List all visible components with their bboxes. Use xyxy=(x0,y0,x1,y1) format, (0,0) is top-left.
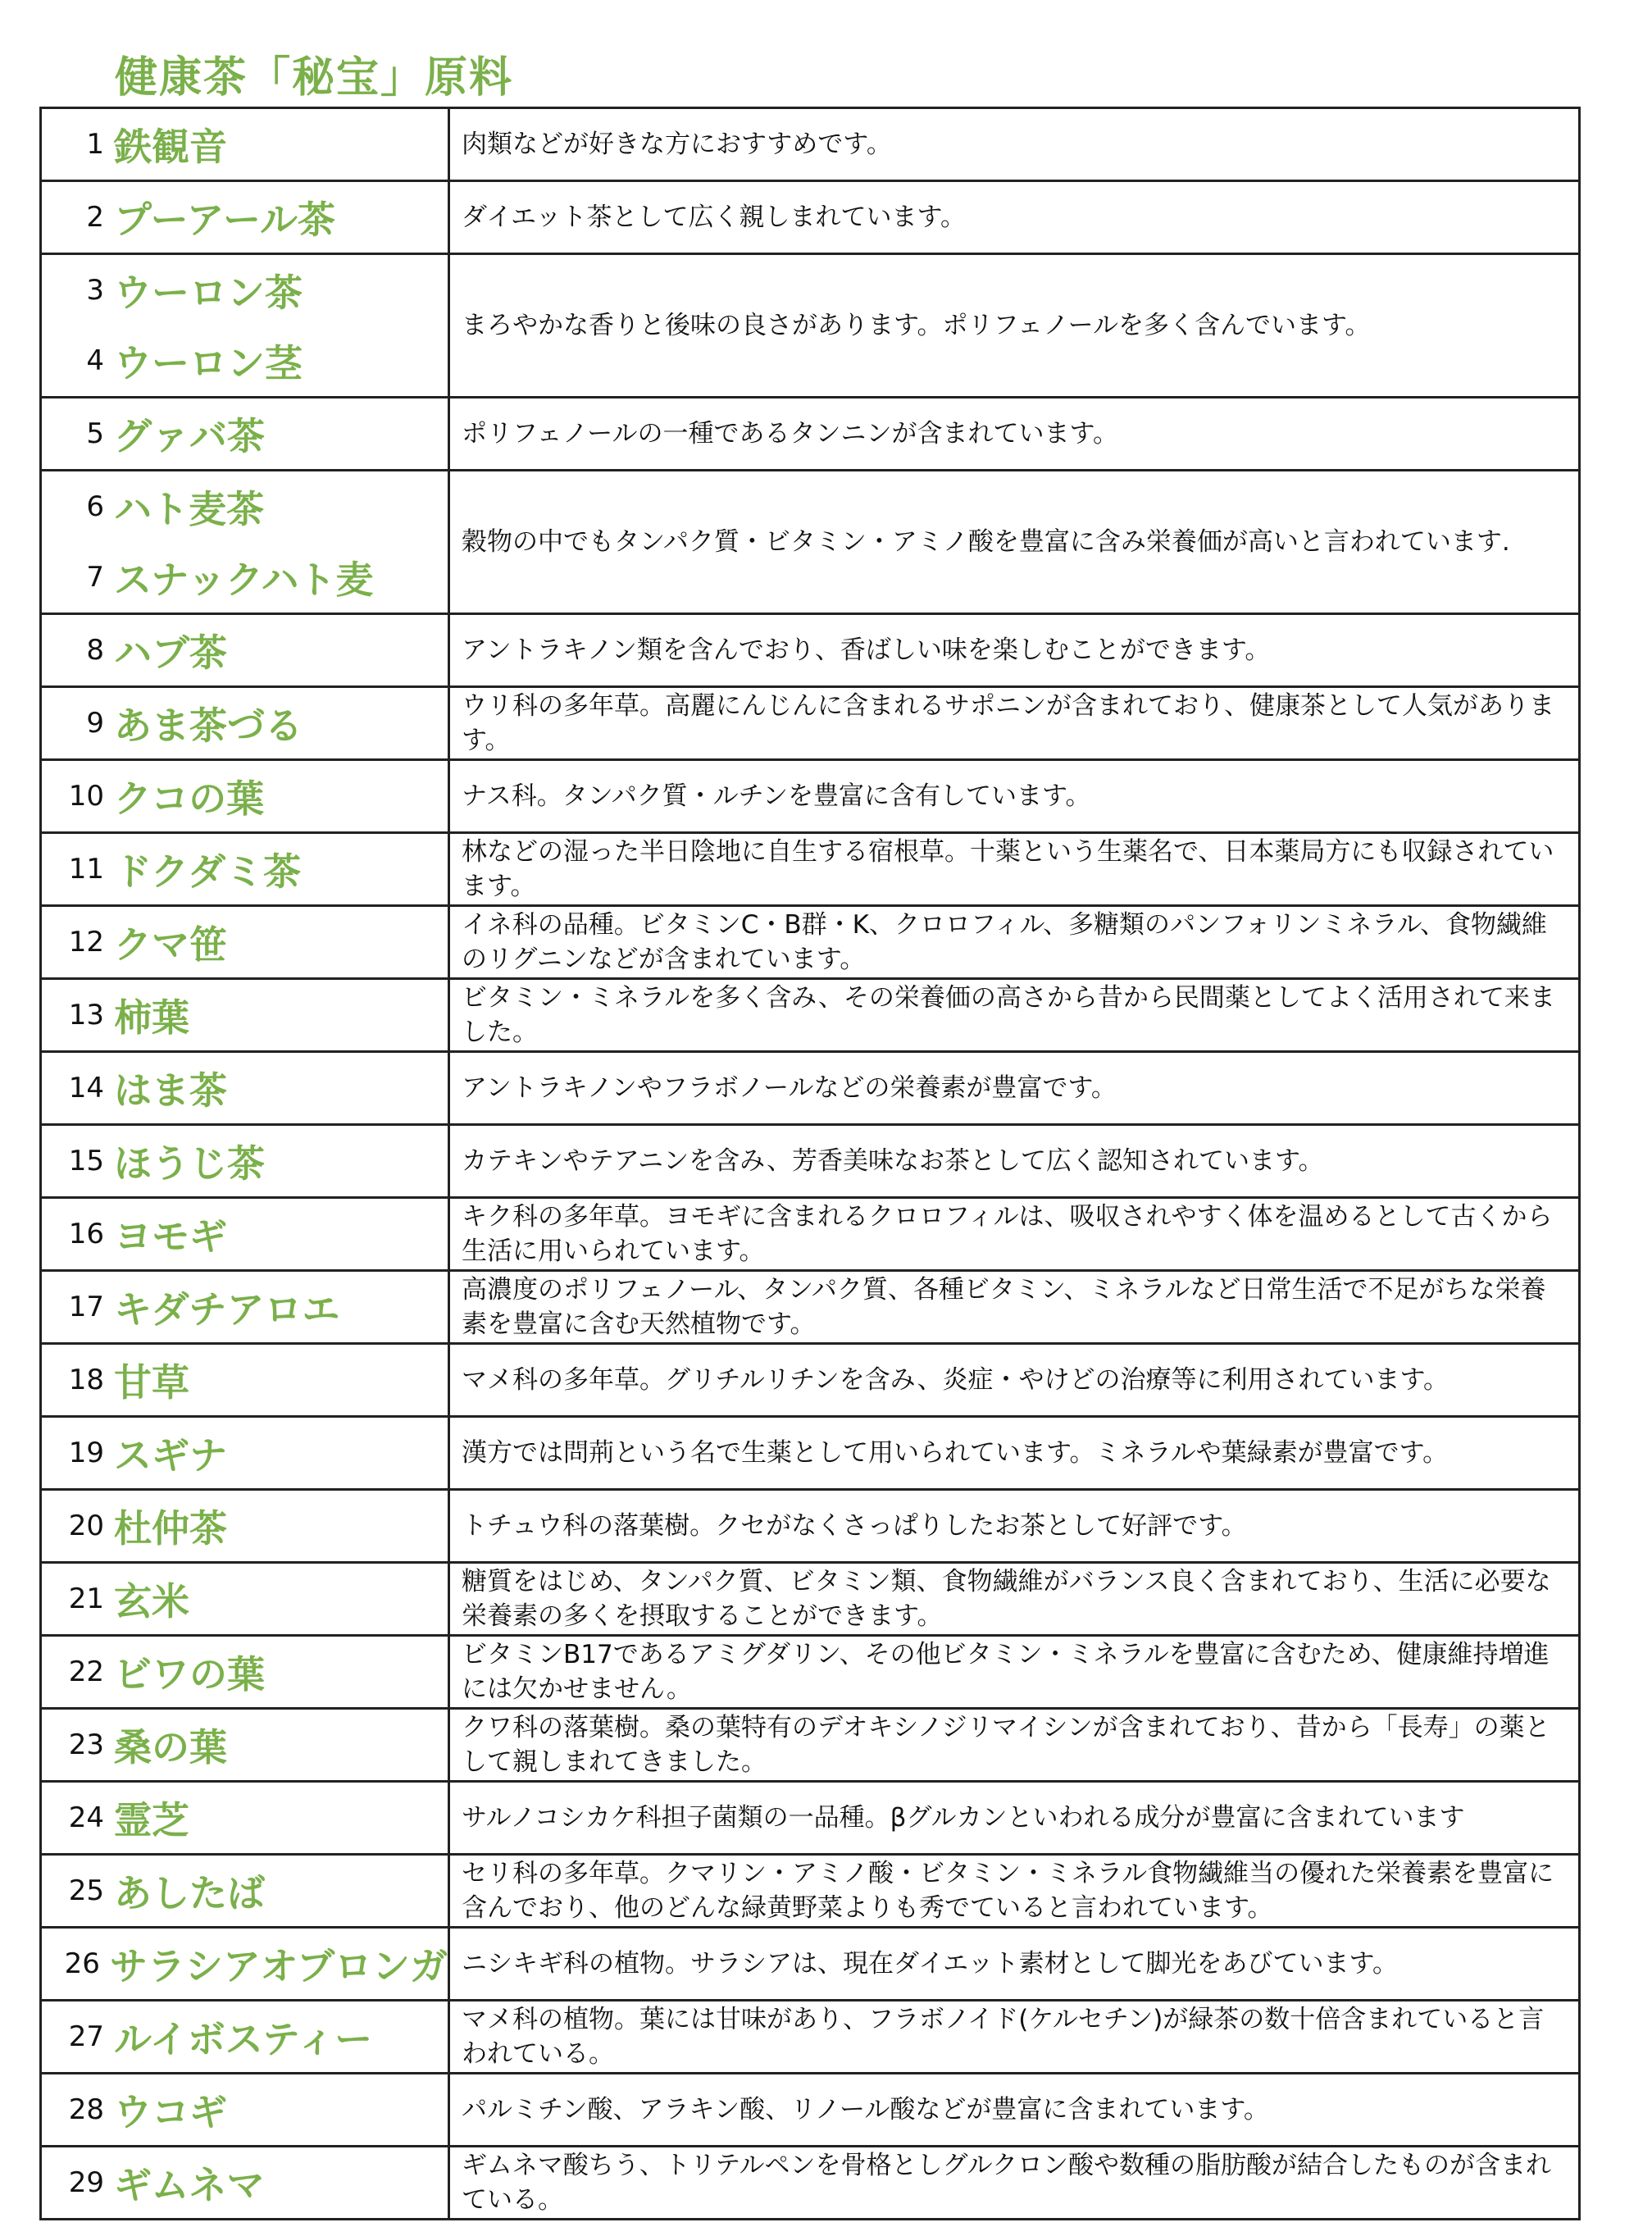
ingredient-number: 27 xyxy=(68,2020,104,2053)
ingredient-entry xyxy=(42,980,448,1050)
ingredient-entry xyxy=(42,1345,448,1415)
ingredient-entry xyxy=(42,1564,448,1634)
ingredient-name: ウコギ xyxy=(114,2090,227,2134)
ingredient-description: 林などの湿った半日陰地に自生する宿根草。十薬という生薬名で、日本薬局方にも収録されています。 xyxy=(449,833,1580,906)
ingredient-name: ルイボスティー xyxy=(114,2017,373,2061)
table-row xyxy=(41,2147,1580,2220)
ingredient-name-cell xyxy=(41,1490,449,1563)
ingredient-name: クコの葉 xyxy=(114,776,265,821)
ingredient-name-cell xyxy=(41,1125,449,1198)
table-row xyxy=(41,181,1580,254)
ingredient-entry xyxy=(42,761,448,831)
ingredient-name-cell xyxy=(41,1271,449,1344)
table-body xyxy=(41,108,1580,2220)
ingredient-entry xyxy=(42,1929,448,1999)
table-row xyxy=(41,1563,1580,1636)
ingredient-name: プーアール茶 xyxy=(114,198,336,242)
ingredient-number: 4 xyxy=(86,344,104,377)
ingredient-name-cell xyxy=(41,181,449,254)
ingredient-name-cell xyxy=(41,687,449,760)
ingredient-number: 14 xyxy=(68,1072,104,1104)
ingredient-entry xyxy=(42,326,448,396)
ingredient-name: ヨモギ xyxy=(114,1214,227,1259)
table-row xyxy=(41,1344,1580,1417)
ingredient-entry xyxy=(42,1126,448,1196)
ingredient-entry xyxy=(42,398,448,469)
ingredient-name-cell xyxy=(41,1344,449,1417)
ingredient-description: 高濃度のポリフェノール、タンパク質、各種ビタミン、ミネラルなど日常生活で不足がちな栄養素を豊富に含む天然植物です。 xyxy=(449,1271,1580,1344)
ingredient-number: 23 xyxy=(68,1728,104,1761)
ingredient-name-cell xyxy=(41,1782,449,1855)
ingredient-name: スギナ xyxy=(114,1433,227,1478)
ingredient-description: パルミチン酸、アラキン酸、リノール酸などが豊富に含まれています。 xyxy=(449,2074,1580,2147)
ingredient-name-cell xyxy=(41,1855,449,1928)
ingredient-name: 霊芝 xyxy=(114,1798,189,1842)
table-row xyxy=(41,398,1580,471)
ingredient-number: 9 xyxy=(86,707,104,740)
ingredient-name-cell xyxy=(41,398,449,471)
ingredient-name-cell xyxy=(41,760,449,833)
ingredient-description: アントラキノン類を含んでおり、香ばしい味を楽しむことができます。 xyxy=(449,614,1580,687)
ingredient-name-cell xyxy=(41,614,449,687)
ingredient-description: クワ科の落葉樹。桑の葉特有のデオキシノジリマイシンが含まれており、昔から「長寿」の薬として親しまれてきました。 xyxy=(449,1709,1580,1782)
ingredient-entry xyxy=(42,542,448,613)
ingredient-entry xyxy=(42,907,448,977)
ingredient-entry xyxy=(42,2001,448,2072)
ingredient-name-cell xyxy=(41,979,449,1052)
ingredient-description: ニシキギ科の植物。サラシアは、現在ダイエット素材として脚光をあびています。 xyxy=(449,1928,1580,2001)
ingredient-name: ハブ茶 xyxy=(114,631,227,675)
ingredient-number: 13 xyxy=(68,999,104,1031)
ingredient-description: キク科の多年草。ヨモギに含まれるクロロフィルは、吸収されやすく体を温めるとして古くから生活に用いられています。 xyxy=(449,1198,1580,1271)
ingredient-name: ウーロン茎 xyxy=(114,341,303,385)
ingredient-entry xyxy=(42,1199,448,1269)
ingredient-number: 15 xyxy=(68,1145,104,1177)
ingredient-name-cell xyxy=(41,254,449,398)
ingredient-entry xyxy=(42,1856,448,1926)
ingredient-description: カテキンやテアニンを含み、芳香美味なお茶として広く認知されています。 xyxy=(449,1125,1580,1198)
ingredient-number: 6 xyxy=(86,490,104,523)
ingredient-number: 3 xyxy=(86,274,104,307)
ingredient-number: 21 xyxy=(68,1583,104,1615)
ingredient-name: あま茶づる xyxy=(114,704,303,748)
ingredient-description: マメ科の多年草。グリチルリチンを含み、炎症・やけどの治療等に利用されています。 xyxy=(449,1344,1580,1417)
ingredient-name-cell xyxy=(41,1709,449,1782)
ingredient-description: ダイエット茶として広く親しまれています。 xyxy=(449,181,1580,254)
ingredient-description: サルノコシカケ科担子菌類の一品種。βグルカンといわれる成分が豊富に含まれています xyxy=(449,1782,1580,1855)
ingredient-name-cell xyxy=(41,1052,449,1125)
ingredient-entry xyxy=(42,1272,448,1342)
ingredient-description: 穀物の中でもタンパク質・ビタミン・アミノ酸を豊富に含み栄養価が高いと言われています. xyxy=(449,471,1580,614)
ingredient-number: 17 xyxy=(68,1291,104,1323)
ingredient-description: まろやかな香りと後味の良さがあります。ポリフェノールを多く含んでいます。 xyxy=(449,254,1580,398)
table-row xyxy=(41,1125,1580,1198)
ingredient-name-cell xyxy=(41,1198,449,1271)
table-row xyxy=(41,833,1580,906)
ingredient-entry xyxy=(42,255,448,326)
ingredient-description: イネ科の品種。ビタミンC・B群・K、クロロフィル、多糖類のパンフォリンミネラル、食物繊維のリグニンなどが含まれています。 xyxy=(449,906,1580,979)
table-row xyxy=(41,1198,1580,1271)
ingredient-number: 18 xyxy=(68,1364,104,1396)
table-row xyxy=(41,1636,1580,1709)
ingredient-name: 甘草 xyxy=(114,1360,189,1405)
ingredient-entry xyxy=(42,471,448,542)
ingredient-name: ギムネマ xyxy=(114,2163,265,2207)
ingredient-description: トチュウ科の落葉樹。クセがなくさっぱりしたお茶として好評です。 xyxy=(449,1490,1580,1563)
ingredient-name: ハト麦茶 xyxy=(114,487,265,531)
ingredient-name: スナックハト麦 xyxy=(114,558,374,602)
ingredient-name-cell xyxy=(41,471,449,614)
ingredient-number: 11 xyxy=(68,853,104,886)
ingredient-description: ポリフェノールの一種であるタンニンが含まれています。 xyxy=(449,398,1580,471)
table-row xyxy=(41,1928,1580,2001)
ingredient-entry xyxy=(42,1418,448,1488)
ingredient-description: アントラキノンやフラボノールなどの栄養素が豊富です。 xyxy=(449,1052,1580,1125)
ingredient-number: 26 xyxy=(64,1947,100,1980)
ingredient-name: 杜仲茶 xyxy=(114,1506,227,1551)
ingredient-description: セリ科の多年草。クマリン・アミノ酸・ビタミン・ミネラル食物繊維当の優れた栄養素を豊富に含んでおり、他のどんな緑黄野菜よりも秀でていると言われています。 xyxy=(449,1855,1580,1928)
ingredient-entry xyxy=(42,109,448,180)
ingredient-description: マメ科の植物。葉には甘味があり、フラボノイド(ケルセチン)が緑茶の数十倍含まれていると言われている。 xyxy=(449,2001,1580,2074)
ingredient-number: 7 xyxy=(86,561,104,594)
ingredient-entry xyxy=(42,1637,448,1707)
table-row xyxy=(41,1490,1580,1563)
ingredient-entry xyxy=(42,615,448,685)
ingredient-number: 16 xyxy=(68,1218,104,1250)
ingredient-name-cell xyxy=(41,1417,449,1490)
ingredient-description: ビタミン・ミネラルを多く含み、その栄養価の高さから昔から民間薬としてよく活用されて来ました。 xyxy=(449,979,1580,1052)
ingredient-description: 肉類などが好きな方におすすめです。 xyxy=(449,108,1580,181)
ingredient-description: 糖質をはじめ、タンパク質、ビタミン類、食物繊維がバランス良く含まれており、生活に必要な栄養素の多くを摂取することができます。 xyxy=(449,1563,1580,1636)
table-row xyxy=(41,687,1580,760)
page-title: 健康茶「秘宝」原料 xyxy=(115,53,514,102)
ingredient-name: はま茶 xyxy=(114,1068,227,1113)
ingredient-name: ビワの葉 xyxy=(114,1652,265,1696)
table-row xyxy=(41,1782,1580,1855)
table-row xyxy=(41,614,1580,687)
ingredient-name: ほうじ茶 xyxy=(114,1141,265,1186)
table-row xyxy=(41,906,1580,979)
ingredient-number: 10 xyxy=(68,780,104,813)
table-row xyxy=(41,254,1580,398)
table-row xyxy=(41,108,1580,181)
ingredient-name: 鉄観音 xyxy=(114,125,227,169)
ingredient-number: 2 xyxy=(86,201,104,234)
ingredient-entry xyxy=(42,1491,448,1561)
table-row xyxy=(41,979,1580,1052)
ingredient-name-cell xyxy=(41,2074,449,2147)
ingredient-entry xyxy=(42,2074,448,2145)
ingredient-entry xyxy=(42,834,448,904)
table-row xyxy=(41,760,1580,833)
ingredient-name-cell xyxy=(41,1563,449,1636)
ingredient-description: ギムネマ酸ちう、トリテルペンを骨格としグルクロン酸や数種の脂肪酸が結合したものが含まれている。 xyxy=(449,2147,1580,2220)
ingredient-number: 20 xyxy=(68,1510,104,1542)
ingredient-description: 漢方では問荊という名で生薬として用いられています。ミネラルや葉緑素が豊富です。 xyxy=(449,1417,1580,1490)
table-row xyxy=(41,1855,1580,1928)
ingredient-number: 19 xyxy=(68,1437,104,1469)
ingredient-name: 桑の葉 xyxy=(114,1725,227,1769)
ingredient-name: クマ笹 xyxy=(114,922,227,967)
ingredient-name: グァバ茶 xyxy=(114,414,265,458)
table-row xyxy=(41,1271,1580,1344)
table-row xyxy=(41,471,1580,614)
ingredient-number: 8 xyxy=(86,634,104,667)
ingredient-name: あしたば xyxy=(114,1871,265,1915)
ingredient-entry xyxy=(42,182,448,253)
ingredient-table xyxy=(39,107,1581,2220)
ingredient-name-cell xyxy=(41,1636,449,1709)
ingredient-entry xyxy=(42,2147,448,2218)
ingredient-name-cell xyxy=(41,833,449,906)
table-row xyxy=(41,1709,1580,1782)
ingredient-description: ナス科。タンパク質・ルチンを豊富に含有しています。 xyxy=(449,760,1580,833)
ingredient-number: 25 xyxy=(68,1874,104,1907)
table-row xyxy=(41,1417,1580,1490)
ingredient-name-cell xyxy=(41,906,449,979)
ingredient-name: 玄米 xyxy=(114,1579,189,1623)
ingredient-name: キダチアロエ xyxy=(114,1287,340,1332)
ingredient-name-cell xyxy=(41,2001,449,2074)
ingredient-entry xyxy=(42,1710,448,1780)
ingredient-number: 29 xyxy=(68,2166,104,2199)
ingredient-name: ウーロン茶 xyxy=(114,271,303,315)
ingredient-number: 1 xyxy=(86,128,104,161)
ingredient-number: 12 xyxy=(68,926,104,959)
ingredient-entry xyxy=(42,1053,448,1123)
ingredient-name: サラシアオブロンガ xyxy=(109,1944,448,1988)
ingredient-description: ウリ科の多年草。高麗にんじんに含まれるサポニンが含まれており、健康茶として人気があります。 xyxy=(449,687,1580,760)
ingredient-entry xyxy=(42,688,448,758)
ingredient-number: 5 xyxy=(86,417,104,450)
ingredient-name-cell xyxy=(41,1928,449,2001)
ingredient-name-cell xyxy=(41,2147,449,2220)
table-row xyxy=(41,2074,1580,2147)
ingredient-name-cell xyxy=(41,108,449,181)
ingredient-entry xyxy=(42,1783,448,1853)
ingredient-number: 24 xyxy=(68,1801,104,1834)
ingredient-number: 22 xyxy=(68,1655,104,1688)
ingredient-name: ドクダミ茶 xyxy=(114,849,302,894)
table-row xyxy=(41,1052,1580,1125)
ingredient-number: 28 xyxy=(68,2093,104,2126)
ingredient-description: ビタミンB17であるアミグダリン、その他ビタミン・ミネラルを豊富に含むため、健康維持増進には欠かせません。 xyxy=(449,1636,1580,1709)
ingredient-name: 柿葉 xyxy=(114,995,189,1040)
table-row xyxy=(41,2001,1580,2074)
